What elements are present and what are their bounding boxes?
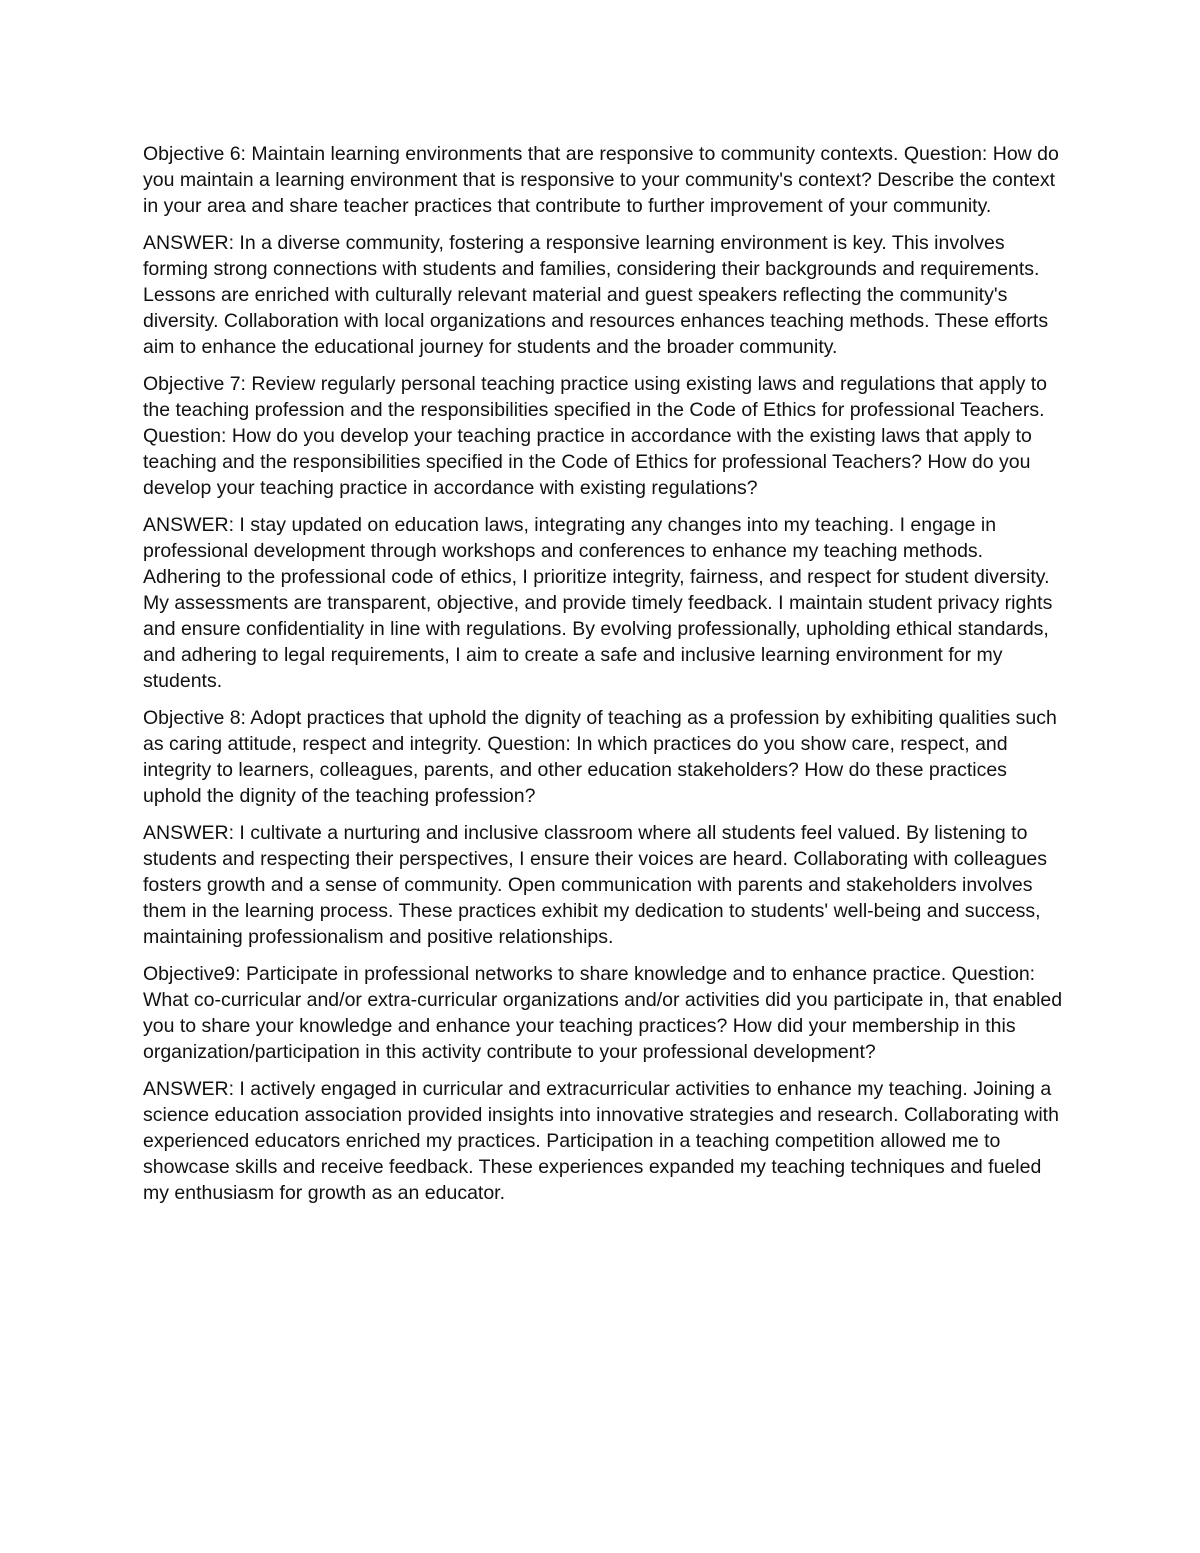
objective-6-paragraph: Objective 6: Maintain learning environments that are responsive to community contexts. Question: How do you maintain a learning environment that is responsive to your community's context? Describe the context in your area and share teacher practices that contribute to further improvement of your community.	[143, 143, 1059, 217]
document-page	[143, 141, 1063, 1217]
objective-6-answer: ANSWER: In a diverse community, fostering a responsive learning environment is key. This involves forming strong connections with students and families, considering their backgrounds and requirements. Lessons are enriched with culturally relevant material and guest speakers reflecting the community's diversity. Collaboration with local organizations and resources enhances teaching methods. These efforts aim to enhance the educational journey for students and the broader community.	[143, 232, 1049, 358]
objective-9-answer: ANSWER: I actively engaged in curricular and extracurricular activities to enhance my teaching. Joining a science education association provided insights into innovative strategies and research. Collaborating with experienced educators enriched my practices. Participation in a teaching competition allowed me to showcase skills and receive feedback. These experiences expanded my teaching techniques and fueled my enthusiasm for growth as an educator.	[143, 1078, 1059, 1204]
objective-8-answer: ANSWER: I cultivate a nurturing and inclusive classroom where all students feel valued. By listening to students and respecting their perspectives, I ensure their voices are heard. Collaborating with colleagues fosters growth and a sense of community. Open communication with parents and stakeholders involves them in the learning process. These practices exhibit my dedication to students' well-being and success, maintaining professionalism and positive relationships.	[143, 822, 1048, 948]
objective-7-paragraph: Objective 7: Review regularly personal teaching practice using existing laws and regulations that apply to the teaching profession and the responsibilities specified in the Code of Ethics for professional Teachers. Question: How do you develop your teaching practice in accordance with the existing laws that apply to teaching and the responsibilities specified in the Code of Ethics for professional Teachers? How do you develop your teaching practice in accordance with existing regulations?	[143, 373, 1047, 499]
objective-7-answer: ANSWER: I stay updated on education laws, integrating any changes into my teaching. I engage in professional development through workshops and conferences to enhance my teaching methods. Adhering to the professional code of ethics, I prioritize integrity, fairness, and respect for student diversity. My assessments are transparent, objective, and provide timely feedback. I maintain student privacy rights and ensure confidentiality in line with regulations. By evolving professionally, upholding ethical standards, and adhering to legal requirements, I aim to create a safe and inclusive learning environment for my students.	[143, 514, 1053, 692]
objective-9-paragraph: Objective9: Participate in professional networks to share knowledge and to enhance practice. Question: What co-curricular and/or extra-curricular organizations and/or activities did you participate in, that enabled you to share your knowledge and enhance your teaching practices? How did your membership in this organization/participation in this activity contribute to your professional development?	[143, 963, 1063, 1063]
objective-8-paragraph: Objective 8: Adopt practices that uphold the dignity of teaching as a profession by exhibiting qualities such as caring attitude, respect and integrity. Question: In which practices do you show care, respect, and integrity to learners, colleagues, parents, and other education stakeholders? How do these practices uphold the dignity of the teaching profession?	[143, 707, 1057, 807]
